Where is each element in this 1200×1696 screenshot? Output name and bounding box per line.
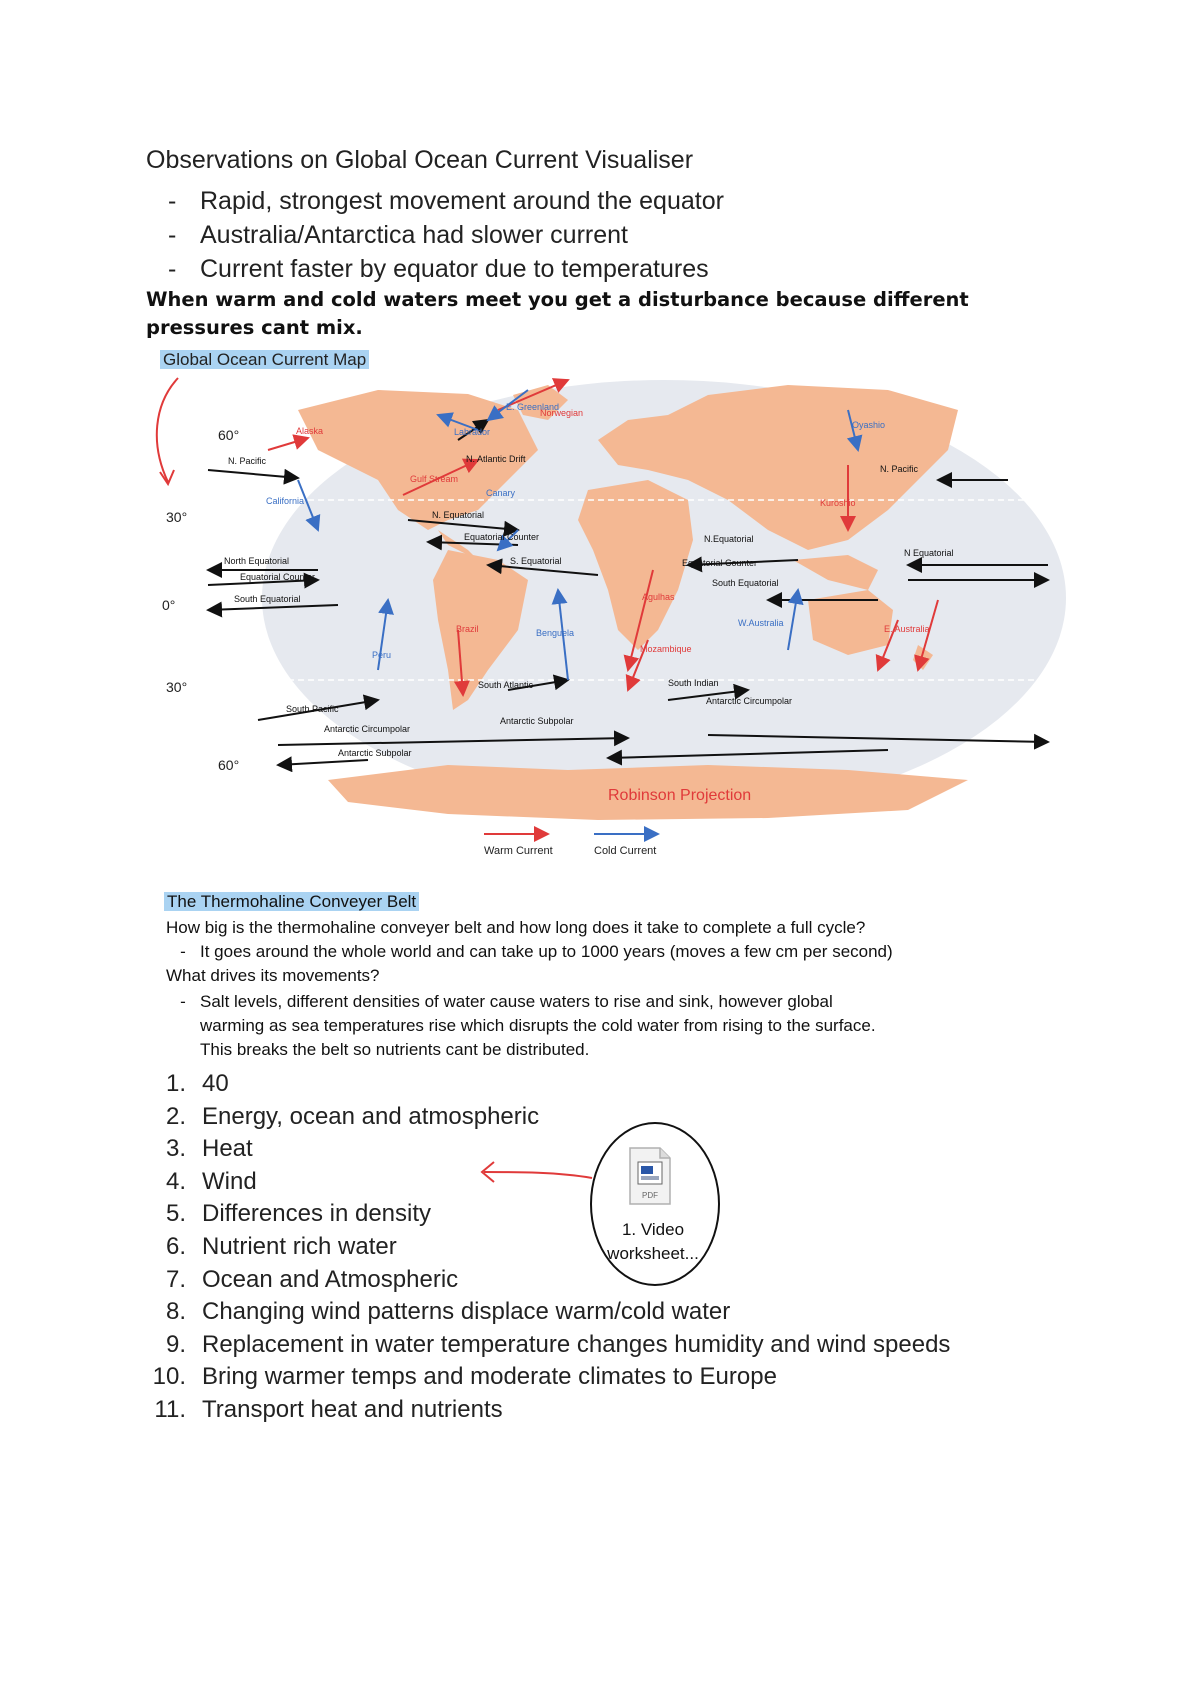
answer: - Salt levels, different densities of water cause waters to rise and sink, however global bbox=[180, 992, 833, 1011]
list-item: 1. 40 bbox=[165, 1070, 229, 1097]
page-title: Observations on Global Ocean Current Visualiser bbox=[146, 146, 694, 174]
current-label: South Pacific bbox=[286, 704, 339, 714]
current-label: Equatorial Counter bbox=[682, 558, 758, 568]
current-label: E. Australia bbox=[884, 624, 930, 634]
question: How big is the thermohaline conveyer belt and how long does it take to complete a full cycle? bbox=[166, 918, 866, 937]
current-label: Peru bbox=[372, 650, 392, 660]
current-label: Benguela bbox=[536, 628, 575, 638]
current-label: Agulhas bbox=[642, 592, 675, 602]
list-item: 2. Energy, ocean and atmospheric bbox=[165, 1102, 540, 1130]
ocean-current-map bbox=[148, 370, 1068, 870]
current-label: Mozambique bbox=[640, 644, 692, 654]
lat-label: 0° bbox=[162, 597, 176, 613]
current-label: Labrador bbox=[454, 427, 491, 437]
list-item: 9. Replacement in water temperature changes humidity and wind speeds bbox=[165, 1330, 951, 1358]
current-label: South Equatorial bbox=[234, 594, 301, 604]
annotation-arrow-icon bbox=[478, 1158, 594, 1188]
current-label: N. Atlantic Drift bbox=[466, 454, 526, 464]
legend-warm-label: Warm Current bbox=[484, 845, 553, 857]
current-label: N.Equatorial bbox=[704, 534, 754, 544]
current-label: N. Equatorial bbox=[432, 510, 485, 520]
lat-label: 30° bbox=[166, 679, 188, 695]
current-arrow bbox=[208, 470, 298, 478]
current-label: Oyashio bbox=[852, 420, 886, 430]
list-item: 5. Differences in density bbox=[165, 1200, 432, 1228]
file-type: PDF bbox=[642, 1191, 658, 1200]
current-label: N. Pacific bbox=[880, 464, 919, 474]
list-item: 6. Nutrient rich water bbox=[165, 1232, 397, 1260]
current-label: N Equatorial bbox=[904, 548, 954, 558]
current-label: Antarctic Subpolar bbox=[338, 748, 412, 758]
list-item: - Australia/Antarctica had slower current bbox=[168, 221, 628, 249]
answer: - It goes around the whole world and can take up to 1000 years (moves a few cm per second) bbox=[180, 942, 893, 961]
bold-note: When warm and cold waters meet you get a disturbance because different pressures cant mix. bbox=[146, 288, 969, 339]
list-item: - Current faster by equator due to temperatures bbox=[168, 255, 709, 283]
list-item: 11. Transport heat and nutrients bbox=[154, 1395, 503, 1423]
current-label: W.Australia bbox=[738, 618, 784, 628]
lat-label: 60° bbox=[218, 757, 240, 773]
projection-label: Robinson Projection bbox=[608, 787, 752, 804]
current-label: Gulf Stream bbox=[410, 474, 459, 484]
current-arrow bbox=[278, 760, 368, 765]
legend-cold-label: Cold Current bbox=[594, 845, 657, 857]
question: What drives its movements? bbox=[166, 966, 380, 985]
lat-label: 60° bbox=[218, 427, 240, 443]
list-item: 3. Heat bbox=[165, 1135, 253, 1163]
current-label: Antarctic Circumpolar bbox=[324, 724, 411, 734]
current-label: Brazil bbox=[456, 624, 479, 634]
current-label: N. Pacific bbox=[228, 456, 267, 466]
answers-list bbox=[146, 1068, 950, 1427]
current-label: S. Equatorial bbox=[510, 556, 562, 566]
list-item: 10. Bring warmer temps and moderate climates to Europe bbox=[152, 1363, 777, 1391]
list-item: - Rapid, strongest movement around the equator bbox=[168, 187, 724, 215]
current-label: Antarctic Circumpolar bbox=[706, 696, 793, 706]
current-label: South Indian bbox=[668, 678, 719, 688]
map-heading: Global Ocean Current Map bbox=[160, 350, 369, 370]
current-label: Kuroshio bbox=[820, 498, 856, 508]
current-label: South Equatorial bbox=[712, 578, 779, 588]
current-label: Equatorial Counter bbox=[464, 532, 540, 542]
current-label: Canary bbox=[486, 488, 516, 498]
current-label: Norwegian bbox=[540, 408, 584, 418]
answer-continued: This breaks the belt so nutrients cant be distributed. bbox=[200, 1040, 590, 1059]
observations-list bbox=[168, 184, 724, 286]
list-item: 7. Ocean and Atmospheric bbox=[165, 1265, 459, 1293]
current-label: California bbox=[266, 496, 305, 506]
section-heading: The Thermohaline Conveyer Belt bbox=[164, 892, 419, 912]
current-label: Antarctic Subpolar bbox=[500, 716, 574, 726]
pdf-file-icon[interactable] bbox=[626, 1146, 674, 1206]
current-label: Alaska bbox=[296, 426, 324, 436]
list-item: 8. Changing wind patterns displace warm/cold water bbox=[165, 1298, 731, 1326]
answer-continued: warming as sea temperatures rise which disrupts the cold water from rising to the surface. bbox=[200, 1016, 876, 1035]
warm-current-arrow bbox=[268, 438, 308, 450]
attachment-label[interactable]: 1. Video worksheet... bbox=[607, 1220, 699, 1263]
current-label: North Equatorial bbox=[224, 556, 290, 566]
list-item: 4. Wind bbox=[165, 1167, 257, 1195]
current-label: E. Greenland bbox=[506, 402, 560, 412]
lat-label: 30° bbox=[166, 509, 188, 525]
current-label: South Atlantic bbox=[478, 680, 534, 690]
current-label: Equatorial Counter bbox=[240, 572, 316, 582]
